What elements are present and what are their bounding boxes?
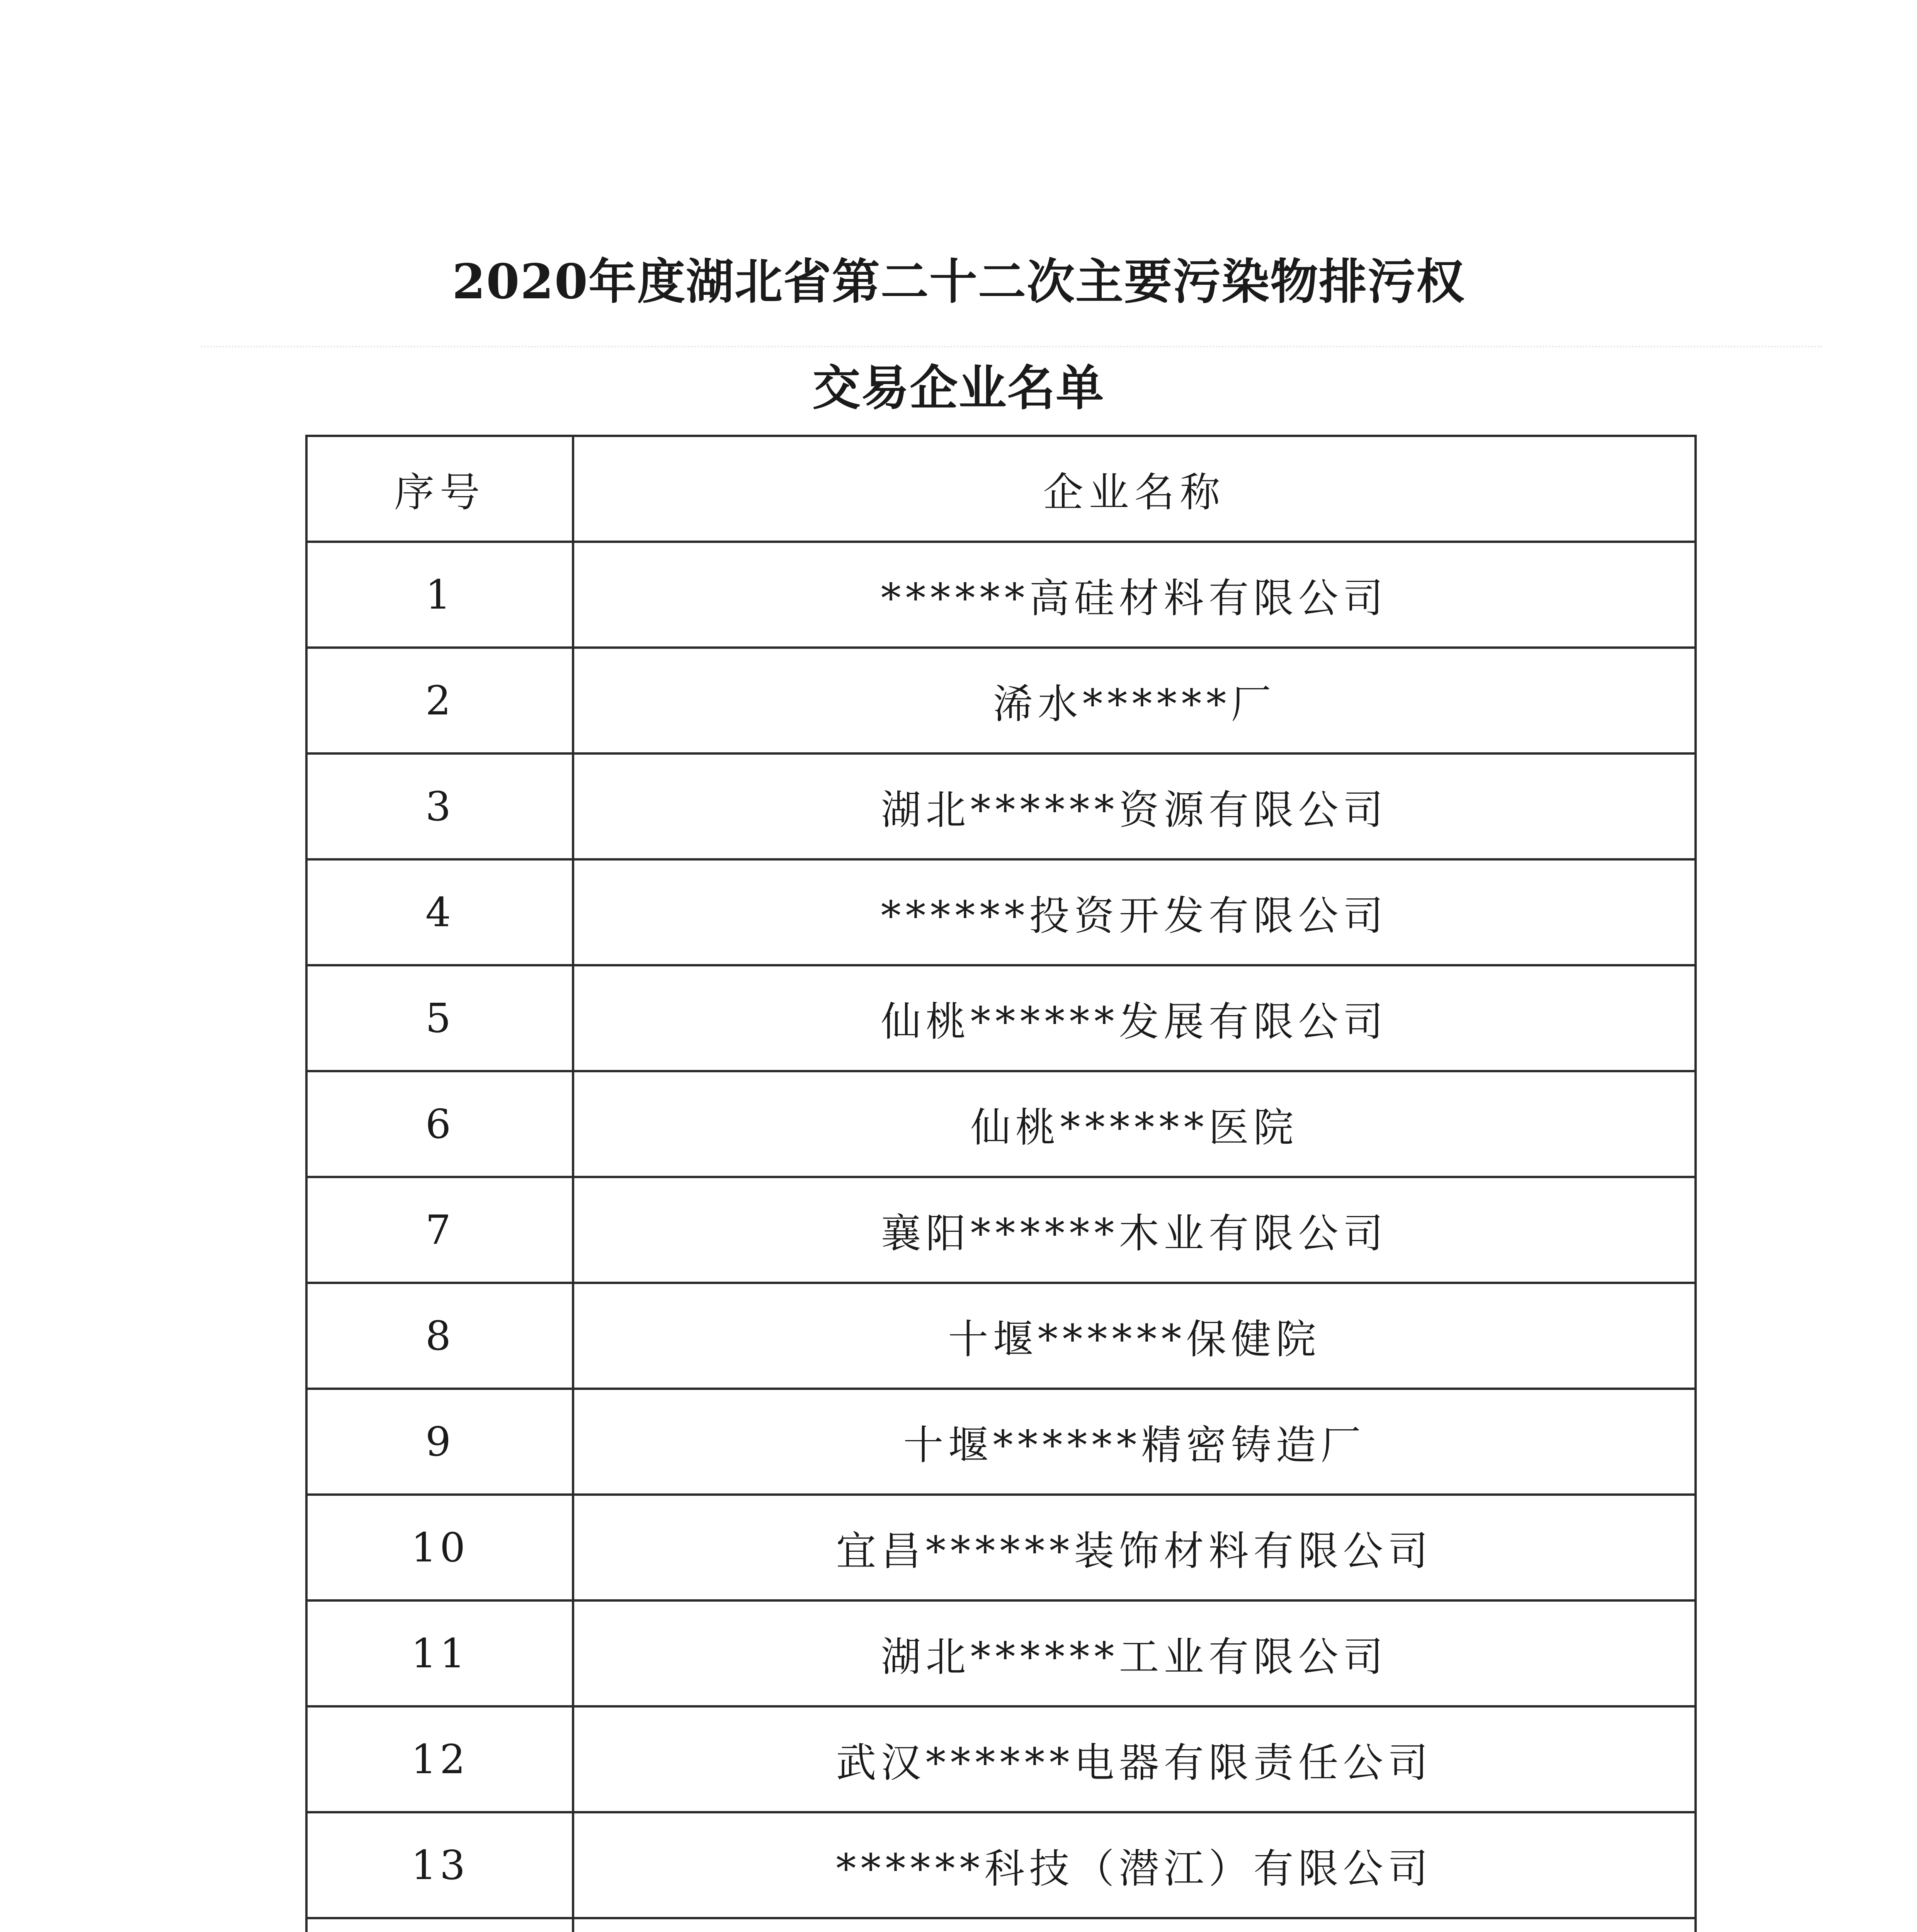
row-name-cell: 湖北******资源有限公司 bbox=[573, 753, 1696, 859]
row-index-cell: 9 bbox=[306, 1389, 573, 1495]
row-name-cell: 仙桃******发展有限公司 bbox=[573, 965, 1696, 1071]
row-name-cell: ******科技（潜江）有限公司 bbox=[573, 1812, 1696, 1918]
table-row bbox=[306, 1389, 1696, 1495]
row-name-cell: 浠水******厂 bbox=[573, 648, 1696, 753]
row-index-cell: 1 bbox=[306, 542, 573, 648]
table-row bbox=[306, 1812, 1696, 1918]
row-name-cell: 十堰******保健院 bbox=[573, 1283, 1696, 1389]
document-title-line-2: 交易企业名单 bbox=[812, 360, 1105, 416]
table-row bbox=[306, 753, 1696, 859]
table-row bbox=[306, 648, 1696, 753]
table-row bbox=[306, 1918, 1696, 1932]
document-title-line-1: 2020年度湖北省第二十二次主要污染物排污权 bbox=[452, 254, 1465, 310]
table-row bbox=[306, 1283, 1696, 1389]
table-row bbox=[306, 965, 1696, 1071]
table-row bbox=[306, 1177, 1696, 1283]
table-header-row bbox=[306, 436, 1696, 542]
row-name-cell: 仙桃******医院 bbox=[573, 1071, 1696, 1177]
table-row bbox=[306, 859, 1696, 965]
row-index-cell: 11 bbox=[306, 1600, 573, 1706]
row-name-cell bbox=[573, 1918, 1696, 1932]
row-index-cell: 7 bbox=[306, 1177, 573, 1283]
row-name-cell: 襄阳******木业有限公司 bbox=[573, 1177, 1696, 1283]
row-index-cell: 10 bbox=[306, 1495, 573, 1600]
table-row bbox=[306, 1495, 1696, 1600]
row-index-cell: 3 bbox=[306, 753, 573, 859]
row-name-cell: 十堰******精密铸造厂 bbox=[573, 1389, 1696, 1495]
row-index-cell: 4 bbox=[306, 859, 573, 965]
table-row bbox=[306, 1071, 1696, 1177]
row-index-cell: 5 bbox=[306, 965, 573, 1071]
row-index-cell: 8 bbox=[306, 1283, 573, 1389]
row-index-cell: 12 bbox=[306, 1706, 573, 1812]
row-index-cell: 6 bbox=[306, 1071, 573, 1177]
row-name-cell: 湖北******工业有限公司 bbox=[573, 1600, 1696, 1706]
enterprise-list-table bbox=[305, 435, 1697, 1932]
table-row bbox=[306, 542, 1696, 648]
scan-divider bbox=[201, 346, 1824, 347]
table-row bbox=[306, 1600, 1696, 1706]
row-index-cell: 2 bbox=[306, 648, 573, 753]
row-index-cell: 13 bbox=[306, 1812, 573, 1918]
column-header-index: 序号 bbox=[306, 436, 573, 542]
row-index-cell bbox=[306, 1918, 573, 1932]
column-header-name: 企业名称 bbox=[573, 436, 1696, 542]
row-name-cell: 宜昌******装饰材料有限公司 bbox=[573, 1495, 1696, 1600]
table-row bbox=[306, 1706, 1696, 1812]
row-name-cell: 武汉******电器有限责任公司 bbox=[573, 1706, 1696, 1812]
row-name-cell: ******投资开发有限公司 bbox=[573, 859, 1696, 965]
row-name-cell: ******高硅材料有限公司 bbox=[573, 542, 1696, 648]
